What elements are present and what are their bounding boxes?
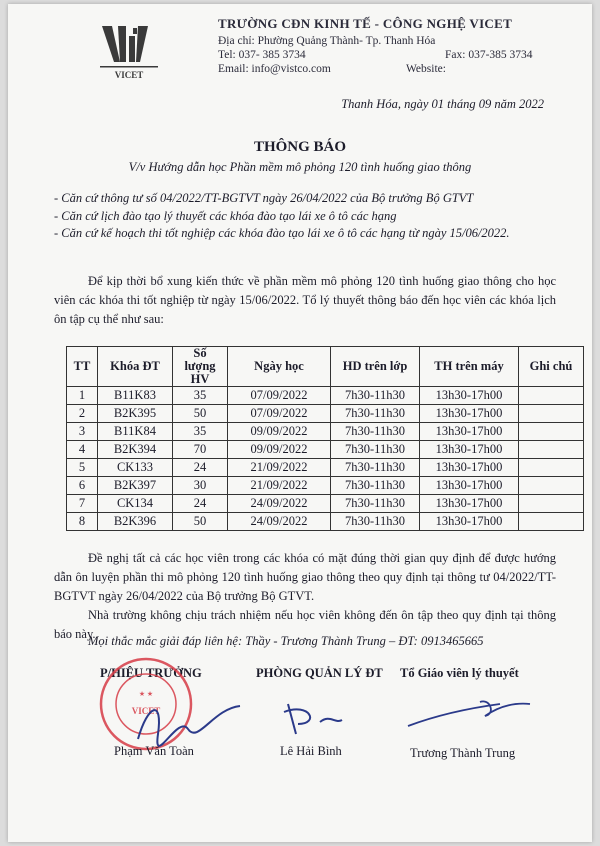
table-cell: B11K84 — [98, 423, 173, 441]
table-cell: 13h30-17h00 — [420, 423, 519, 441]
table-cell: 24 — [173, 459, 228, 477]
table-cell — [519, 441, 584, 459]
table-cell: 24 — [173, 495, 228, 513]
table-row — [67, 405, 584, 423]
table-cell: B2K397 — [98, 477, 173, 495]
column-header: HD trên lớp — [331, 347, 420, 387]
table-cell — [519, 387, 584, 405]
table-cell: 7 — [67, 495, 98, 513]
column-header: Khóa ĐT — [98, 347, 173, 387]
table-header-row — [67, 347, 584, 387]
table-row — [67, 459, 584, 477]
table-cell: CK133 — [98, 459, 173, 477]
table-cell: 24/09/2022 — [228, 513, 331, 531]
basis-line: - Căn cứ thông tư số 04/2022/TT-BGTVT ngày 26/04/2022 của Bộ trưởng Bộ GTVT — [54, 191, 474, 205]
table-cell: B2K395 — [98, 405, 173, 423]
table-cell — [519, 423, 584, 441]
table-cell: 24/09/2022 — [228, 495, 331, 513]
school-email: Email: info@vistco.com — [218, 63, 331, 75]
signature-title-theory-team: Tổ Giáo viên lý thuyết — [400, 666, 519, 680]
svg-text:★ ★: ★ ★ — [138, 690, 154, 698]
table-cell — [519, 405, 584, 423]
disclaimer-paragraph: Nhà trường không chịu trách nhiệm nếu học viên không đến ôn tập theo quy định tại thông báo này. — [54, 608, 556, 641]
table-cell: 13h30-17h00 — [420, 441, 519, 459]
school-address: Địa chỉ: Phường Quảng Thành- Tp. Thanh Hóa — [218, 35, 436, 47]
column-header: Ghi chú — [519, 347, 584, 387]
table-cell: 7h30-11h30 — [331, 459, 420, 477]
table-cell — [519, 513, 584, 531]
document-title: THÔNG BÁO — [253, 139, 347, 155]
table-cell: 7h30-11h30 — [331, 387, 420, 405]
table-cell: B2K394 — [98, 441, 173, 459]
table-row — [67, 387, 584, 405]
intro-paragraph: Để kịp thời bổ xung kiến thức về phần mềm mô phỏng 120 tình huống giao thông cho học viên các khóa thi tốt nghiệp từ ngày 15/06/2022. Tổ lý thuyết thông báo đến học viên các khóa lịch ôn tập cụ thể như sau: — [54, 274, 556, 326]
table-cell: 3 — [67, 423, 98, 441]
table-cell: 6 — [67, 477, 98, 495]
table-cell: 13h30-17h00 — [420, 387, 519, 405]
school-website: Website: — [406, 63, 446, 75]
table-cell: 07/09/2022 — [228, 405, 331, 423]
table-cell: 70 — [173, 441, 228, 459]
table-cell: 50 — [173, 405, 228, 423]
table-cell: B2K396 — [98, 513, 173, 531]
table-cell: 13h30-17h00 — [420, 459, 519, 477]
table-row — [67, 441, 584, 459]
table-row — [67, 513, 584, 531]
table-cell: 50 — [173, 513, 228, 531]
signature-name-principal: Phạm Văn Toàn — [114, 744, 194, 758]
signature-title-training-office: PHÒNG QUẢN LÝ ĐT — [256, 666, 383, 680]
school-tel: Tel: 037- 385 3734 — [218, 49, 306, 61]
table-cell: 13h30-17h00 — [420, 405, 519, 423]
table-cell: 7h30-11h30 — [331, 423, 420, 441]
column-header: TH trên máy — [420, 347, 519, 387]
table-row — [67, 477, 584, 495]
table-row — [67, 495, 584, 513]
table-cell: 09/09/2022 — [228, 423, 331, 441]
table-cell: 7h30-11h30 — [331, 477, 420, 495]
table-cell: 5 — [67, 459, 98, 477]
request-paragraph: Đề nghị tất cả các học viên trong các khóa có mặt đúng thời gian quy định để được hướng dẫn ôn luyện phần thi mô phỏng 120 tình huống giao thông theo quy định tại thông tư 04/2022/TT-BGTVT ngày 26/04/2022 của Bộ trưởng Bộ GTVT. — [54, 551, 556, 603]
date-line: Thanh Hóa, ngày 01 tháng 09 năm 2022 — [341, 97, 544, 111]
table-cell: 21/09/2022 — [228, 477, 331, 495]
document-subtitle: V/v Hướng dẫn học Phần mềm mô phỏng 120 tình huống giao thông — [128, 160, 472, 174]
logo-wordmark: VICET — [114, 70, 144, 80]
contact-line: Mọi thắc mắc giải đáp liên hệ: Thầy - Trương Thành Trung – ĐT: 0913465665 — [88, 634, 484, 648]
signature-name-theory-team: Trương Thành Trung — [410, 746, 516, 760]
table-cell: 13h30-17h00 — [420, 513, 519, 531]
table-cell: 13h30-17h00 — [420, 495, 519, 513]
signature-title-principal: P/HIỆU TRƯỞNG — [100, 666, 202, 680]
table-cell: CK134 — [98, 495, 173, 513]
column-header: Số lượng HV — [173, 347, 228, 387]
table-cell: 13h30-17h00 — [420, 477, 519, 495]
table-cell — [519, 495, 584, 513]
table-cell: 2 — [67, 405, 98, 423]
table-cell: 07/09/2022 — [228, 387, 331, 405]
schedule-table — [66, 346, 584, 531]
table-cell: 09/09/2022 — [228, 441, 331, 459]
document-page — [8, 4, 592, 842]
table-cell: 35 — [173, 387, 228, 405]
signature-name-training-office: Lê Hải Bình — [280, 744, 342, 758]
vicet-logo — [96, 22, 166, 82]
table-cell: B11K83 — [98, 387, 173, 405]
signature-theory-team — [400, 694, 540, 734]
table-cell: 7h30-11h30 — [331, 495, 420, 513]
table-cell: 7h30-11h30 — [331, 513, 420, 531]
table-cell: 35 — [173, 423, 228, 441]
basis-line: - Căn cứ kế hoạch thi tốt nghiệp các khóa đào tạo lái xe ô tô các hạng từ ngày 15/06/2022. — [54, 226, 510, 240]
column-header: TT — [67, 347, 98, 387]
table-cell: 1 — [67, 387, 98, 405]
school-fax: Fax: 037-385 3734 — [445, 49, 533, 61]
table-cell — [519, 477, 584, 495]
school-name: TRƯỜNG CĐN KINH TẾ - CÔNG NGHỆ VICET — [218, 16, 513, 31]
table-cell — [519, 459, 584, 477]
svg-text:VICET: VICET — [131, 706, 161, 716]
column-header: Ngày học — [228, 347, 331, 387]
table-cell: 30 — [173, 477, 228, 495]
table-cell: 7h30-11h30 — [331, 441, 420, 459]
table-cell: 8 — [67, 513, 98, 531]
table-cell: 21/09/2022 — [228, 459, 331, 477]
table-cell: 7h30-11h30 — [331, 405, 420, 423]
basis-line: - Căn cứ lịch đào tạo lý thuyết các khóa đào tạo lái xe ô tô các hạng — [54, 209, 397, 223]
signature-training-office — [270, 694, 390, 744]
table-cell: 4 — [67, 441, 98, 459]
table-row — [67, 423, 584, 441]
